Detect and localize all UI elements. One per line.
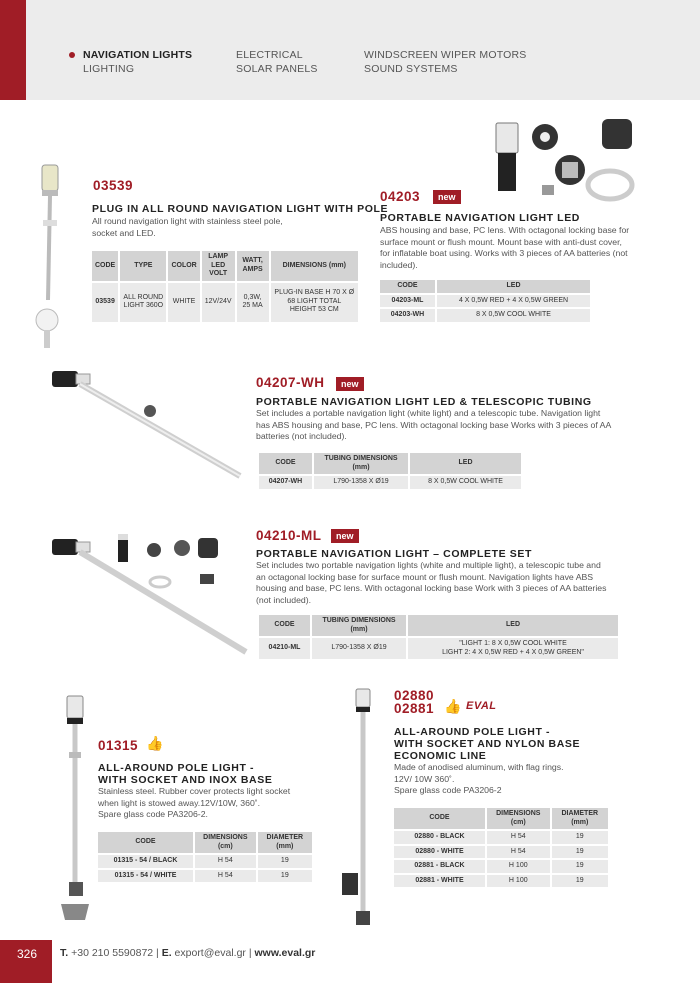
table-row: 04210-ML L790-1358 X Ø19 "LIGHT 1: 8 X 0,5W COOL WHITE LIGHT 2: 4 X 0,5W RED + 4 X 0,5W GREEN" bbox=[259, 637, 619, 659]
table-row: 02881 - WHITE H 100 19 bbox=[394, 874, 609, 888]
pole-light-01315-image bbox=[55, 692, 100, 932]
phone-text: +30 210 5590872 | bbox=[71, 947, 159, 959]
pole-light-03539-image bbox=[28, 160, 78, 355]
product-code-04207: 04207-WH bbox=[256, 375, 325, 390]
spec-table-04207 bbox=[259, 453, 523, 489]
table-row: 01315 - 54 / WHITE H 54 19 bbox=[98, 869, 313, 883]
table-row: 02880 - WHITE H 54 19 bbox=[394, 845, 609, 860]
product-title-02880: ALL-AROUND POLE LIGHT - WITH SOCKET AND NYLON BASE ECONOMIC LINE bbox=[394, 726, 581, 762]
table-row: 02880 - BLACK H 54 19 bbox=[394, 830, 609, 845]
col-header: DIMENSIONS (mm) bbox=[270, 251, 359, 282]
col-header: CODE bbox=[380, 280, 436, 294]
col-header: DIAMETER (mm) bbox=[551, 808, 609, 830]
spec-table-03539 bbox=[92, 251, 360, 322]
product-title-04203: PORTABLE NAVIGATION LIGHT LED bbox=[380, 212, 580, 224]
product-code-02880: 02880 bbox=[394, 688, 435, 703]
col-header: TUBING DIMENSIONS (mm) bbox=[313, 453, 409, 475]
new-badge: new bbox=[433, 190, 461, 204]
product-desc-04210: Set includes two portable navigation lights (white and multiple light), a telescopic tube and an octagonal locking base for surface mount or flush mount. Navigation lights have ABS housing and base, PC lens. With octagonal locking base Work with 3 pieces of AA batteries (not included). bbox=[256, 560, 607, 605]
nav-col-2 bbox=[236, 48, 318, 76]
product-desc-01315: Stainless steel. Rubber cover protects light socket when light is stowed away.12V/10W, 360˚. Spare glass code PA3206-2. bbox=[98, 786, 291, 819]
portable-light-04203-image bbox=[490, 115, 660, 205]
col-header: LED bbox=[407, 615, 619, 637]
product-code-04203: 04203 bbox=[380, 189, 421, 204]
col-header: DIAMETER (mm) bbox=[257, 832, 313, 854]
col-header: LED bbox=[436, 280, 591, 294]
spec-table-02880 bbox=[394, 808, 610, 887]
product-title-01315: ALL-AROUND POLE LIGHT - WITH SOCKET AND INOX BASE bbox=[98, 762, 273, 786]
nav-lighting[interactable]: LIGHTING bbox=[83, 63, 135, 75]
product-title-04210: PORTABLE NAVIGATION LIGHT – COMPLETE SET bbox=[256, 548, 533, 560]
active-bullet-icon bbox=[69, 52, 75, 58]
telescopic-light-04207-image bbox=[48, 368, 248, 483]
complete-set-04210-image bbox=[48, 534, 253, 659]
nav-solar-panels[interactable]: SOLAR PANELS bbox=[236, 63, 318, 75]
col-header: DIMENSIONS (cm) bbox=[486, 808, 551, 830]
spec-table-04210 bbox=[259, 615, 620, 659]
nav-electrical[interactable]: ELECTRICAL bbox=[236, 49, 303, 61]
thumbs-up-icon: 👍 bbox=[146, 735, 164, 751]
col-header: TUBING DIMENSIONS (mm) bbox=[311, 615, 407, 637]
col-header: LAMP LED VOLT bbox=[201, 251, 236, 282]
product-desc-04203: ABS housing and base, PC lens. With octagonal locking base for surface mount or flush mount. Mount base with anti-dust cover, for inflatable boat using. Works with 3 pieces of AA batteries (not included). bbox=[380, 225, 630, 270]
col-header: CODE bbox=[259, 453, 313, 475]
product-title-04207: PORTABLE NAVIGATION LIGHT LED & TELESCOPIC TUBING bbox=[256, 396, 592, 408]
new-badge: new bbox=[331, 529, 359, 543]
product-code-04210: 04210-ML bbox=[256, 528, 322, 543]
table-row: 04203-WH 8 X 0,5W COOL WHITE bbox=[380, 308, 591, 322]
table-row: 01315 - 54 / BLACK H 54 19 bbox=[98, 854, 313, 869]
nav-col-3 bbox=[364, 48, 527, 76]
nav-navigation-lights[interactable]: NAVIGATION LIGHTS bbox=[83, 49, 193, 61]
col-header: CODE bbox=[98, 832, 194, 854]
new-badge: new bbox=[336, 377, 364, 391]
col-header: LED bbox=[409, 453, 522, 475]
nav-col-1 bbox=[83, 48, 192, 76]
col-header: COLOR bbox=[167, 251, 200, 282]
product-code-03539: 03539 bbox=[93, 178, 134, 193]
col-header: WATT, AMPS bbox=[236, 251, 270, 282]
product-code-02881: 02881 bbox=[394, 701, 435, 716]
website-link[interactable]: www.eval.gr bbox=[254, 947, 316, 959]
table-row: 03539 ALL ROUND LIGHT 360O WHITE 12V/24V 0,3W, 25 MA PLUG-IN BASE H 70 X Ø 68 LIGHT TOTAL HEIGHT 53 CM bbox=[92, 282, 359, 322]
footer-contact: T. +30 210 5590872 | E. export@eval.gr | www.eval.gr bbox=[60, 947, 316, 959]
col-header: DIMENSIONS (cm) bbox=[194, 832, 257, 854]
product-desc-02880: Made of anodised aluminum, with flag rings. 12V/ 10W 360˚. Spare glass code PA3206-2 bbox=[394, 762, 564, 795]
email-link[interactable]: export@eval.gr | bbox=[174, 947, 252, 959]
spec-table-01315 bbox=[98, 832, 314, 882]
product-desc-03539: All round navigation light with stainless steel pole, socket and LED. bbox=[92, 216, 283, 238]
product-desc-04207: Set includes a portable navigation light (white light) and a telescopic tube. Navigation light has ABS housing and base, PC lens. With octagonal locking base Works with 3 pieces of AA batteries (not included). bbox=[256, 408, 612, 441]
product-title-03539: PLUG IN ALL ROUND NAVIGATION LIGHT WITH POLE bbox=[92, 203, 389, 215]
pole-light-02880-image bbox=[338, 685, 388, 935]
spec-table-04203 bbox=[380, 280, 592, 322]
table-row: 04203-ML 4 X 0,5W RED + 4 X 0,5W GREEN bbox=[380, 294, 591, 309]
product-code-01315: 01315 bbox=[98, 738, 139, 753]
page-number: 326 bbox=[17, 947, 38, 961]
col-header: CODE bbox=[92, 251, 119, 282]
brand-bar bbox=[0, 0, 26, 100]
nav-wiper-motors[interactable]: WINDSCREEN WIPER MOTORS bbox=[364, 49, 527, 61]
table-row: 02881 - BLACK H 100 19 bbox=[394, 859, 609, 874]
thumbs-up-icon: 👍 bbox=[444, 698, 462, 714]
eval-logo: EVAL bbox=[466, 700, 497, 712]
col-header: CODE bbox=[259, 615, 311, 637]
nav-sound-systems[interactable]: SOUND SYSTEMS bbox=[364, 63, 458, 75]
table-row: 04207-WH L790-1358 X Ø19 8 X 0,5W COOL WHITE bbox=[259, 475, 522, 489]
col-header: TYPE bbox=[119, 251, 167, 282]
col-header: CODE bbox=[394, 808, 486, 830]
